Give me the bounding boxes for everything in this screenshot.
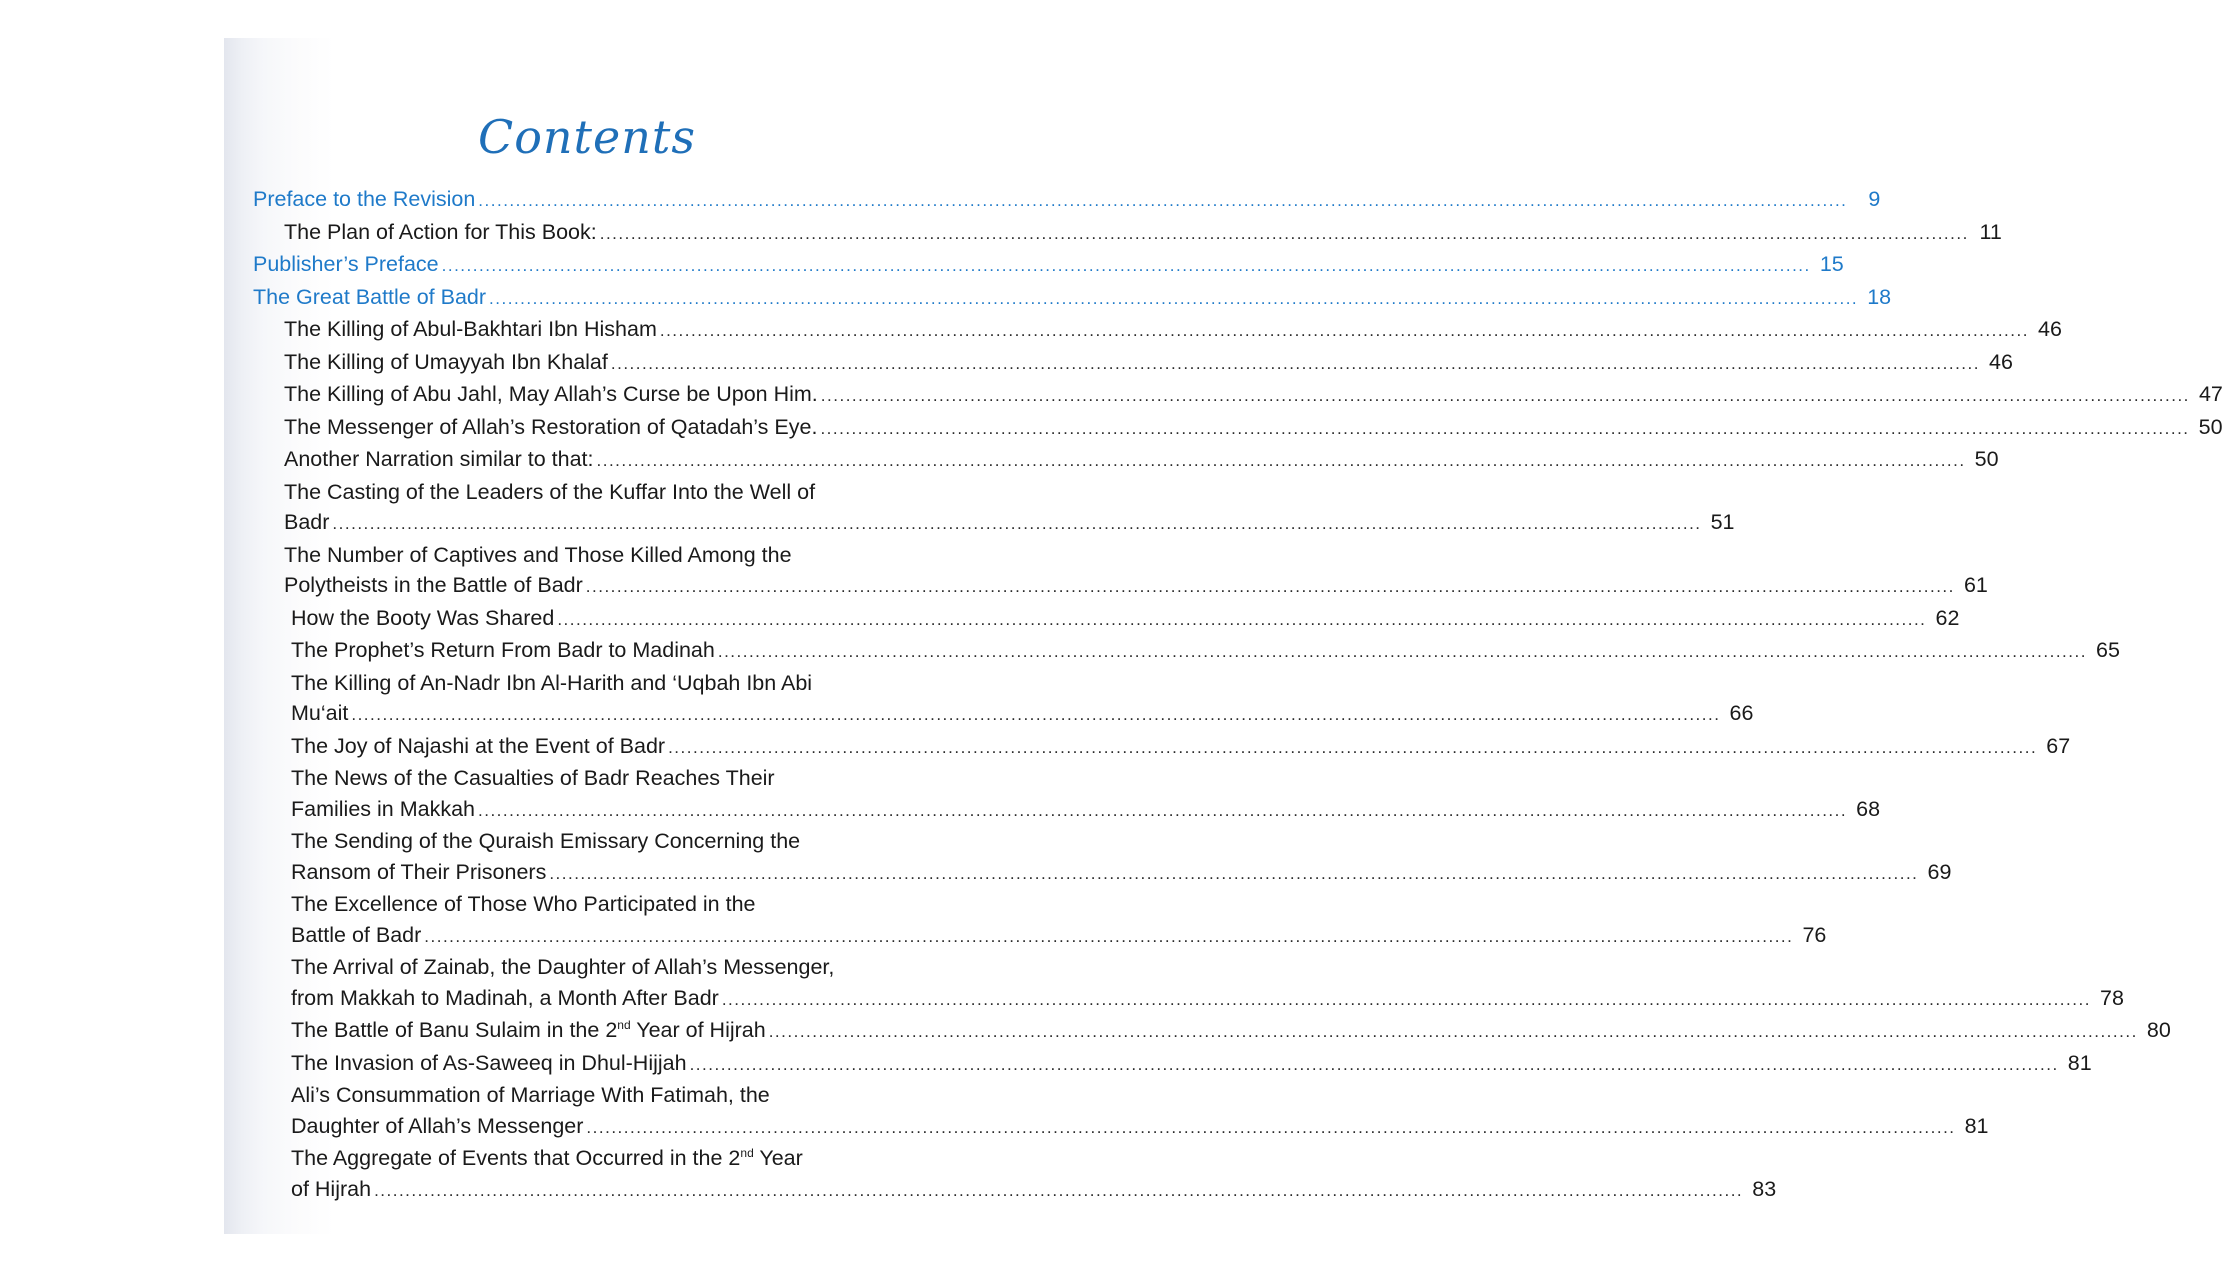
dot-leader: ............................................................................................................................................................................................................................ bbox=[351, 705, 1721, 724]
toc-entry-title-line: Ali’s Consummation of Marriage With Fatimah, the bbox=[291, 1083, 770, 1107]
dot-leader: ............................................................................................................................................................................................................................ bbox=[549, 863, 1919, 883]
dot-leader: ............................................................................................................................................................................................................................ bbox=[820, 386, 2190, 405]
toc-page-number: 81 bbox=[1964, 1113, 1989, 1138]
dot-leader: ............................................................................................................................................................................................................................ bbox=[599, 223, 1969, 243]
toc-page-number: 81 bbox=[2067, 1050, 2092, 1075]
toc-page-number: 83 bbox=[1752, 1176, 1777, 1201]
toc-page-number: 66 bbox=[1729, 701, 1754, 725]
toc-subsection-entry bbox=[253, 763, 1881, 826]
toc-entry-title: Preface to the Revision bbox=[253, 187, 476, 211]
dot-leader: ............................................................................................................................................................................................................................ bbox=[441, 256, 1811, 275]
toc-page-number: 65 bbox=[2096, 638, 2120, 662]
toc-subsection-entry bbox=[253, 1143, 1777, 1206]
dot-leader: ............................................................................................................................................................................................................................ bbox=[374, 1180, 1744, 1200]
toc-section-entry bbox=[253, 184, 1881, 217]
toc-entry-title: The Plan of Action for This Book: bbox=[284, 219, 597, 244]
toc-entry-title-line: The Casting of the Leaders of the Kuffar Into the Well of bbox=[284, 479, 816, 504]
toc-page-number: 46 bbox=[1989, 349, 2013, 374]
toc-page-number: 61 bbox=[1963, 573, 1988, 597]
toc-section-entry bbox=[253, 249, 1844, 282]
dot-leader: ............................................................................................................................................................................................................................ bbox=[668, 737, 2038, 757]
dot-leader: ............................................................................................................................................................................................................................ bbox=[610, 353, 1980, 373]
toc-page-number: 18 bbox=[1867, 284, 1892, 309]
toc-subsection-entry bbox=[253, 347, 2013, 380]
toc-entry-title: Battle of Badr bbox=[291, 922, 422, 947]
toc-entry-title-line: The Number of Captives and Those Killed Among the bbox=[284, 542, 792, 567]
toc-entry-title: The Battle of Banu Sulaim in the 2nd Year of Hijrah bbox=[291, 1017, 766, 1042]
toc-subsection-entry bbox=[253, 1080, 1989, 1143]
toc-page-number: 47 bbox=[2198, 382, 2223, 406]
toc-subsection-entry bbox=[253, 379, 2223, 412]
dot-leader: ............................................................................................................................................................................................................................ bbox=[659, 321, 2029, 340]
toc-page-number: 67 bbox=[2046, 733, 2071, 758]
toc-subsection-entry bbox=[253, 217, 2002, 250]
toc-page-number: 11 bbox=[1979, 219, 2002, 244]
toc-page-number: 80 bbox=[2146, 1018, 2171, 1042]
dot-leader: ............................................................................................................................................................................................................................ bbox=[689, 1054, 2059, 1074]
toc-subsection-entry bbox=[253, 444, 1999, 477]
toc-entry-title-line: The Aggregate of Events that Occurred in the 2nd Year bbox=[291, 1145, 803, 1170]
toc-entry-title-line: The Arrival of Zainab, the Daughter of Allah’s Messenger, bbox=[291, 955, 835, 979]
toc-page-number: 62 bbox=[1935, 605, 1960, 630]
toc-page-number: 46 bbox=[2038, 317, 2062, 341]
toc-subsection-entry bbox=[253, 540, 1988, 603]
dot-leader: ............................................................................................................................................................................................................................ bbox=[332, 514, 1702, 533]
table-of-contents bbox=[253, 184, 2223, 1206]
toc-subsection-entry bbox=[253, 731, 2071, 764]
toc-page-number: 15 bbox=[1819, 252, 1844, 276]
toc-subsection-entry bbox=[253, 668, 1754, 731]
dot-leader: ............................................................................................................................................................................................................................ bbox=[585, 577, 1955, 596]
toc-entry-title: How the Booty Was Shared bbox=[291, 605, 555, 630]
toc-subsection-entry bbox=[253, 952, 2124, 1015]
dot-leader: ............................................................................................................................................................................................................................ bbox=[596, 451, 1966, 470]
toc-subsection-entry bbox=[253, 826, 1952, 889]
toc-page-number: 50 bbox=[2198, 414, 2223, 439]
toc-entry-title: Families in Makkah bbox=[291, 796, 475, 821]
toc-page-number: 69 bbox=[1927, 859, 1952, 884]
toc-entry-title: The Killing of Abu Jahl, May Allah’s Curse be Upon Him. bbox=[284, 382, 818, 406]
toc-entry-title: Badr bbox=[284, 510, 330, 534]
toc-entry-title: The Killing of Umayyah Ibn Khalaf bbox=[284, 349, 608, 374]
toc-entry-title: The Messenger of Allah’s Restoration of Qatadah’s Eye. bbox=[284, 414, 818, 439]
toc-page-number: 68 bbox=[1856, 796, 1881, 821]
dot-leader: ............................................................................................................................................................................................................................ bbox=[586, 1117, 1956, 1137]
toc-entry-title: from Makkah to Madinah, a Month After Badr bbox=[291, 985, 719, 1010]
toc-entry-title: Mu‘ait bbox=[291, 701, 349, 725]
toc-entry-title: The Great Battle of Badr bbox=[253, 284, 487, 309]
toc-page-number: 76 bbox=[1802, 922, 1827, 947]
toc-entry-title: of Hijrah bbox=[291, 1176, 372, 1201]
toc-subsection-entry bbox=[253, 1015, 2171, 1048]
dot-leader: ............................................................................................................................................................................................................................ bbox=[489, 288, 1859, 308]
dot-leader: ............................................................................................................................................................................................................................ bbox=[557, 609, 1927, 629]
dot-leader: ............................................................................................................................................................................................................................ bbox=[478, 800, 1848, 820]
toc-subsection-entry bbox=[253, 477, 1735, 540]
toc-page-number: 51 bbox=[1710, 510, 1735, 534]
toc-entry-title-line: The Killing of An-Nadr Ibn Al-Harith and ‘Uqbah Ibn Abi bbox=[291, 670, 813, 695]
toc-subsection-entry bbox=[253, 1048, 2092, 1081]
toc-entry-title: Polytheists in the Battle of Badr bbox=[284, 573, 583, 597]
toc-entry-title: Daughter of Allah’s Messenger bbox=[291, 1113, 584, 1138]
toc-section-entry bbox=[253, 282, 1892, 315]
toc-entry-title: Another Narration similar to that: bbox=[284, 447, 594, 471]
toc-page-number: 9 bbox=[1868, 187, 1881, 211]
toc-subsection-entry bbox=[253, 603, 1960, 636]
toc-page-number: 50 bbox=[1974, 447, 1999, 471]
toc-entry-title: The Joy of Najashi at the Event of Badr bbox=[291, 733, 666, 758]
toc-entry-title-line: The Sending of the Quraish Emissary Concerning the bbox=[291, 829, 801, 853]
dot-leader: ............................................................................................................................................................................................................................ bbox=[768, 1022, 2138, 1041]
toc-entry-title: Publisher’s Preface bbox=[253, 252, 439, 276]
toc-page-number: 78 bbox=[2100, 985, 2124, 1010]
toc-subsection-entry bbox=[253, 635, 2120, 668]
toc-subsection-entry bbox=[253, 412, 2223, 445]
toc-entry-title: The Prophet’s Return From Badr to Madinah bbox=[291, 638, 715, 662]
dot-leader: ............................................................................................................................................................................................................................ bbox=[478, 191, 1848, 210]
page-title: Contents bbox=[478, 110, 696, 164]
toc-entry-title: The Killing of Abul-Bakhtari Ibn Hisham bbox=[284, 317, 657, 341]
dot-leader: ............................................................................................................................................................................................................................ bbox=[820, 418, 2190, 438]
toc-subsection-entry bbox=[253, 314, 2062, 347]
book-page bbox=[224, 38, 2223, 1234]
toc-subsection-entry bbox=[253, 889, 1827, 952]
toc-entry-title-line: The News of the Casualties of Badr Reaches Their bbox=[291, 766, 775, 790]
toc-entry-title: Ransom of Their Prisoners bbox=[291, 859, 547, 884]
dot-leader: ............................................................................................................................................................................................................................ bbox=[424, 926, 1794, 946]
toc-entry-title: The Invasion of As-Saweeq in Dhul-Hijjah bbox=[291, 1050, 687, 1075]
dot-leader: ............................................................................................................................................................................................................................ bbox=[717, 642, 2087, 661]
toc-entry-title-line: The Excellence of Those Who Participated in the bbox=[291, 892, 756, 916]
dot-leader: ............................................................................................................................................................................................................................ bbox=[721, 989, 2091, 1009]
